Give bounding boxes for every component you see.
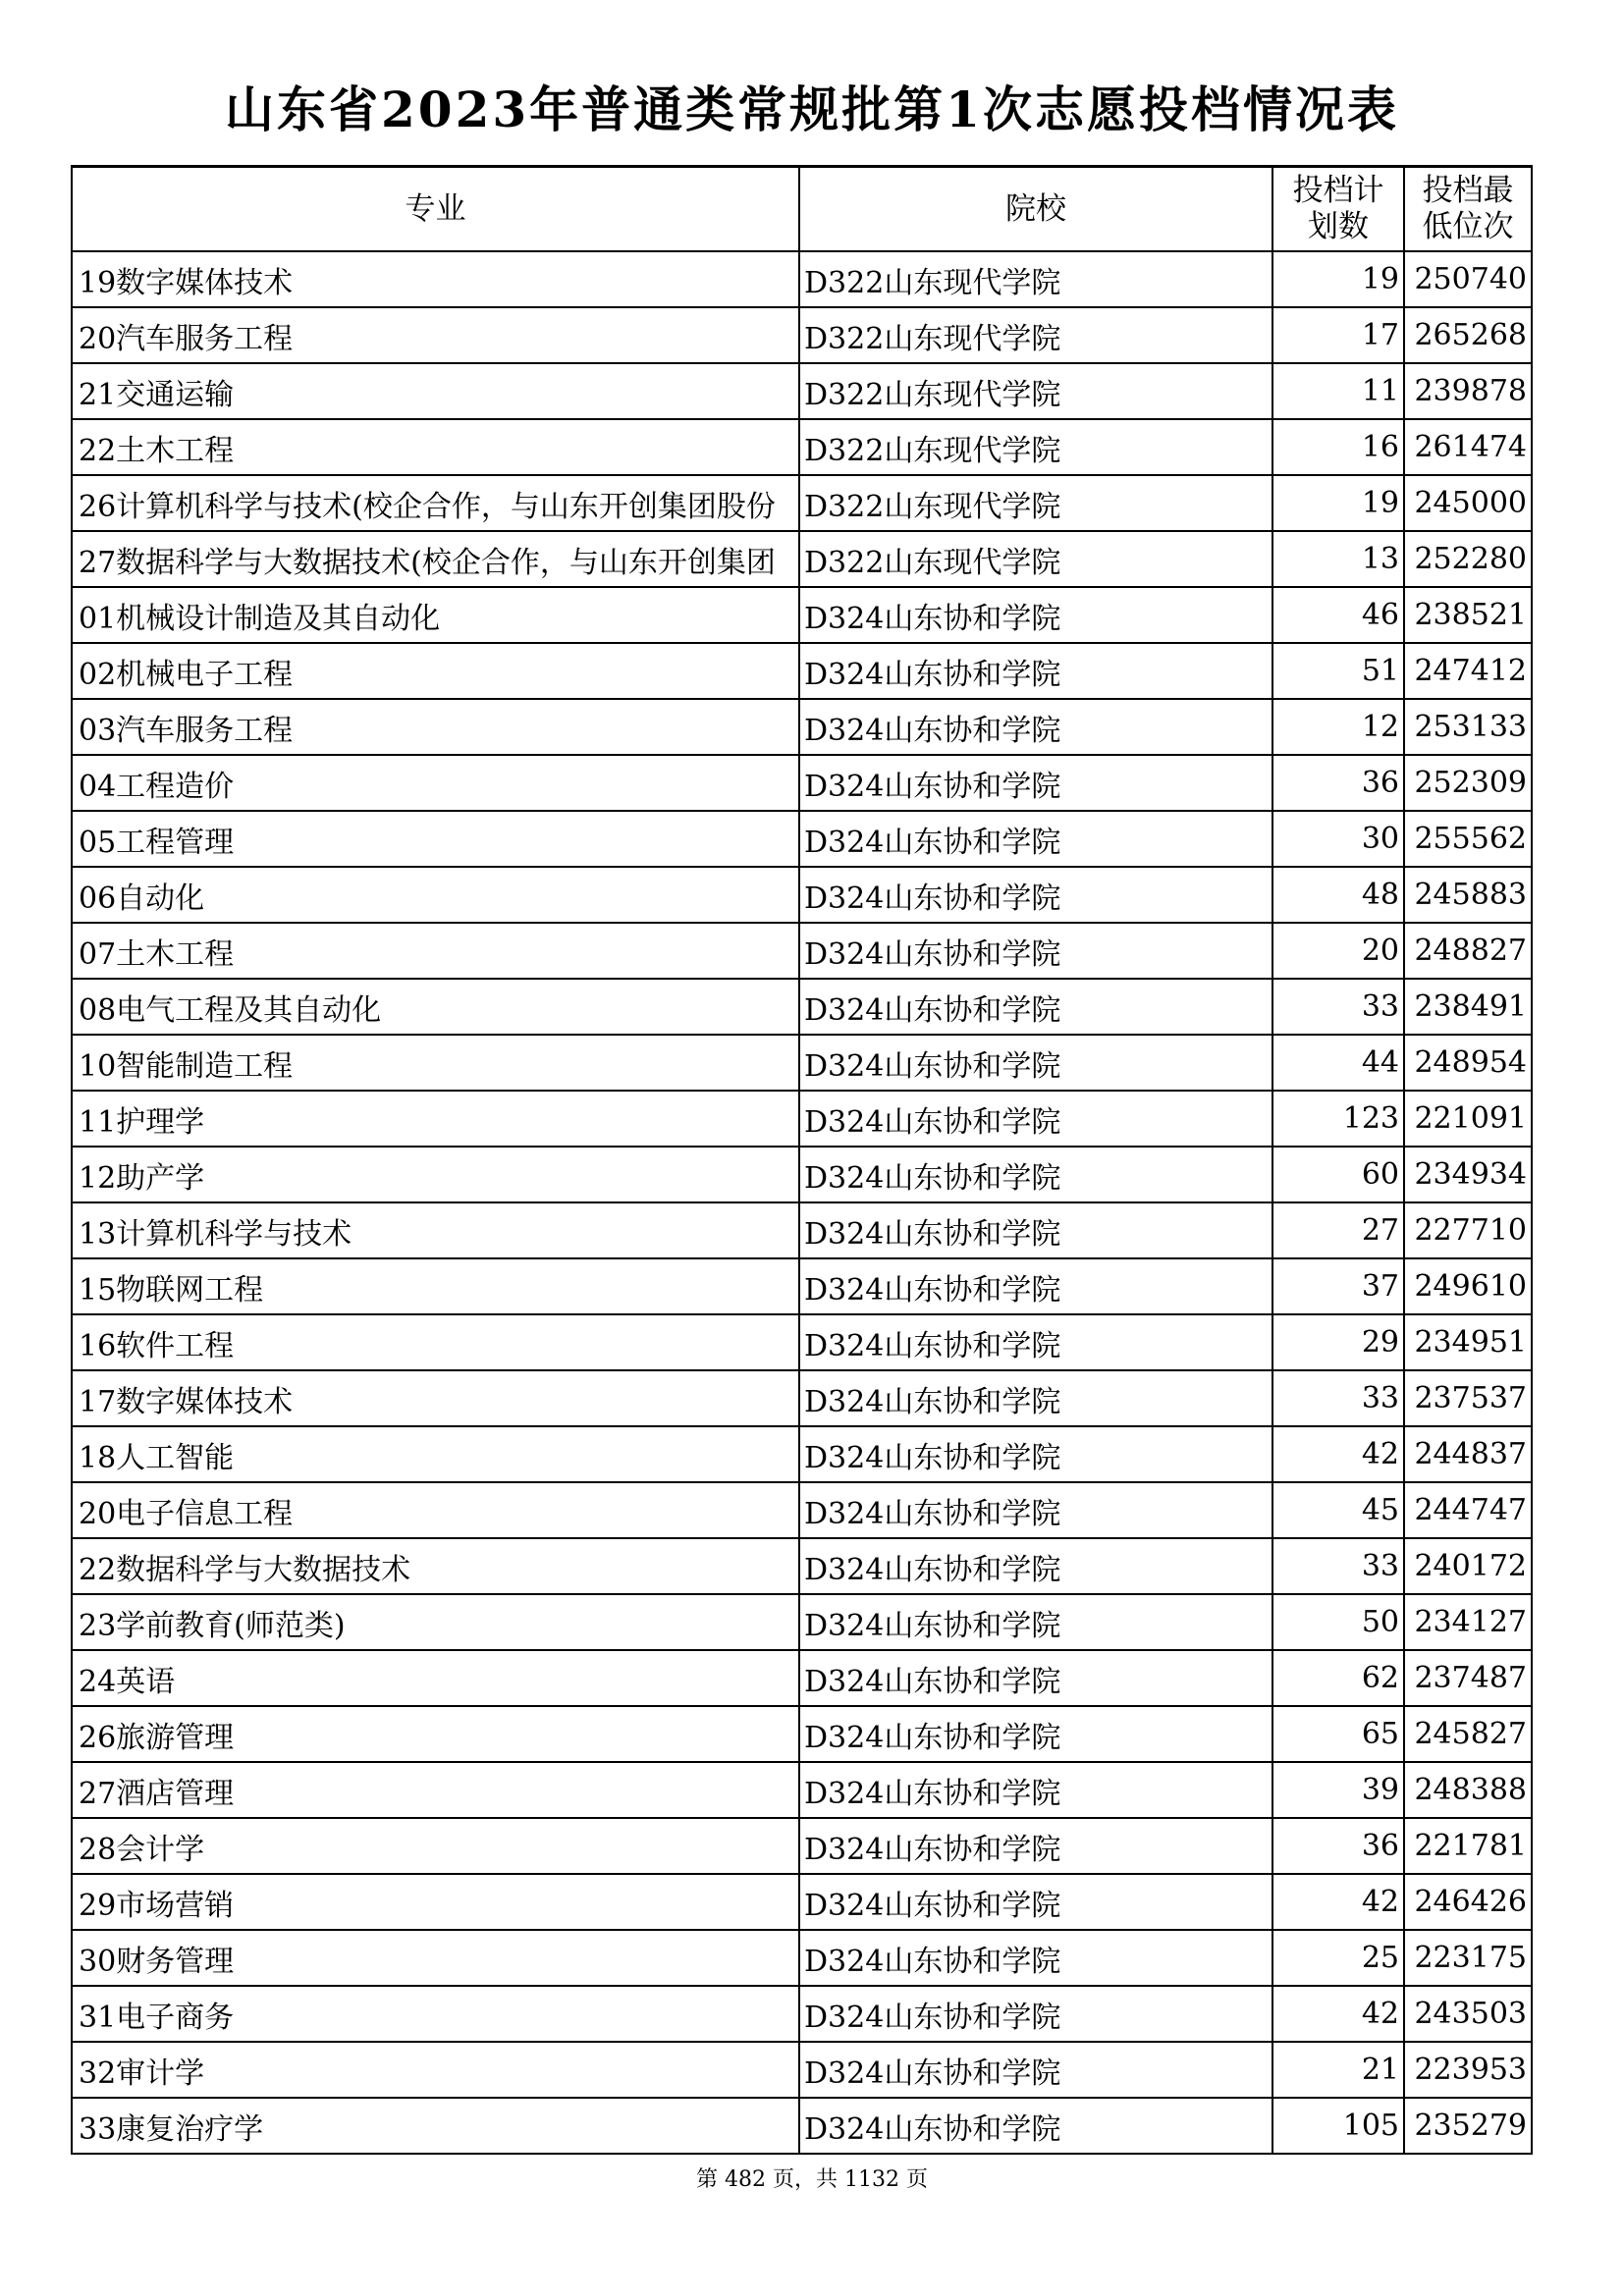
cell-school: D324山东协和学院 bbox=[799, 1818, 1272, 1874]
cell-plan: 46 bbox=[1272, 587, 1404, 643]
cell-rank: 238521 bbox=[1404, 587, 1532, 643]
cell-plan: 27 bbox=[1272, 1202, 1404, 1258]
cell-major: 18人工智能 bbox=[72, 1426, 799, 1482]
admission-table bbox=[71, 165, 1533, 2155]
cell-school: D324山东协和学院 bbox=[799, 1091, 1272, 1147]
cell-plan: 37 bbox=[1272, 1258, 1404, 1314]
page-title: 山东省2023年普通类常规批第1次志愿投档情况表 bbox=[225, 80, 1399, 138]
cell-rank: 265268 bbox=[1404, 307, 1532, 363]
cell-plan: 65 bbox=[1272, 1706, 1404, 1762]
cell-plan: 36 bbox=[1272, 1818, 1404, 1874]
table-row bbox=[72, 1538, 1532, 1594]
cell-major: 30财务管理 bbox=[72, 1930, 799, 1986]
cell-school: D324山东协和学院 bbox=[799, 1706, 1272, 1762]
cell-plan: 62 bbox=[1272, 1650, 1404, 1706]
table-row bbox=[72, 755, 1532, 811]
table-row bbox=[72, 1314, 1532, 1370]
cell-school: D324山东协和学院 bbox=[799, 1874, 1272, 1930]
cell-plan: 36 bbox=[1272, 755, 1404, 811]
table-row bbox=[72, 475, 1532, 531]
table-row bbox=[72, 699, 1532, 755]
cell-school: D324山东协和学院 bbox=[799, 643, 1272, 699]
cell-plan: 42 bbox=[1272, 1874, 1404, 1930]
cell-rank: 237487 bbox=[1404, 1650, 1532, 1706]
cell-plan: 19 bbox=[1272, 475, 1404, 531]
header-school: 院校 bbox=[799, 167, 1272, 252]
cell-rank: 246426 bbox=[1404, 1874, 1532, 1930]
table-row bbox=[72, 1818, 1532, 1874]
cell-school: D324山东协和学院 bbox=[799, 1035, 1272, 1091]
cell-major: 22数据科学与大数据技术 bbox=[72, 1538, 799, 1594]
cell-plan: 29 bbox=[1272, 1314, 1404, 1370]
cell-major: 16软件工程 bbox=[72, 1314, 799, 1370]
table-row bbox=[72, 1650, 1532, 1706]
cell-plan: 60 bbox=[1272, 1147, 1404, 1202]
table-row bbox=[72, 587, 1532, 643]
cell-rank: 248827 bbox=[1404, 923, 1532, 979]
cell-plan: 19 bbox=[1272, 251, 1404, 307]
cell-plan: 17 bbox=[1272, 307, 1404, 363]
cell-plan: 42 bbox=[1272, 1986, 1404, 2042]
cell-major: 28会计学 bbox=[72, 1818, 799, 1874]
header-plan: 投档计 划数 bbox=[1272, 167, 1404, 252]
cell-school: D324山东协和学院 bbox=[799, 1370, 1272, 1426]
cell-school: D324山东协和学院 bbox=[799, 923, 1272, 979]
header-major: 专业 bbox=[72, 167, 799, 252]
cell-major: 26旅游管理 bbox=[72, 1706, 799, 1762]
cell-school: D324山东协和学院 bbox=[799, 1538, 1272, 1594]
cell-plan: 33 bbox=[1272, 1370, 1404, 1426]
cell-school: D324山东协和学院 bbox=[799, 1147, 1272, 1202]
cell-school: D324山东协和学院 bbox=[799, 1986, 1272, 2042]
cell-rank: 234127 bbox=[1404, 1594, 1532, 1650]
table-row bbox=[72, 1874, 1532, 1930]
table-row bbox=[72, 1482, 1532, 1538]
cell-major: 20电子信息工程 bbox=[72, 1482, 799, 1538]
table-row bbox=[72, 2042, 1532, 2098]
cell-rank: 261474 bbox=[1404, 419, 1532, 475]
table-row bbox=[72, 251, 1532, 307]
cell-major: 17数字媒体技术 bbox=[72, 1370, 799, 1426]
cell-rank: 239878 bbox=[1404, 363, 1532, 419]
cell-rank: 227710 bbox=[1404, 1202, 1532, 1258]
cell-rank: 252280 bbox=[1404, 531, 1532, 587]
cell-rank: 248388 bbox=[1404, 1762, 1532, 1818]
cell-rank: 234951 bbox=[1404, 1314, 1532, 1370]
cell-plan: 12 bbox=[1272, 699, 1404, 755]
cell-major: 20汽车服务工程 bbox=[72, 307, 799, 363]
cell-rank: 244747 bbox=[1404, 1482, 1532, 1538]
cell-rank: 221781 bbox=[1404, 1818, 1532, 1874]
table-row bbox=[72, 1147, 1532, 1202]
cell-major: 23学前教育(师范类) bbox=[72, 1594, 799, 1650]
table-row bbox=[72, 979, 1532, 1035]
table-row bbox=[72, 1091, 1532, 1147]
table-row bbox=[72, 1762, 1532, 1818]
cell-school: D324山东协和学院 bbox=[799, 2042, 1272, 2098]
table-row bbox=[72, 923, 1532, 979]
table-header-row bbox=[72, 167, 1532, 252]
cell-plan: 123 bbox=[1272, 1091, 1404, 1147]
cell-major: 03汽车服务工程 bbox=[72, 699, 799, 755]
cell-plan: 11 bbox=[1272, 363, 1404, 419]
cell-plan: 13 bbox=[1272, 531, 1404, 587]
page-footer: 第 482 页，共 1132 页 bbox=[696, 2167, 928, 2192]
cell-rank: 255562 bbox=[1404, 811, 1532, 867]
cell-major: 32审计学 bbox=[72, 2042, 799, 2098]
header-rank: 投档最 低位次 bbox=[1404, 167, 1532, 252]
table-row bbox=[72, 643, 1532, 699]
cell-rank: 247412 bbox=[1404, 643, 1532, 699]
cell-school: D322山东现代学院 bbox=[799, 251, 1272, 307]
cell-rank: 244837 bbox=[1404, 1426, 1532, 1482]
cell-plan: 25 bbox=[1272, 1930, 1404, 1986]
cell-rank: 238491 bbox=[1404, 979, 1532, 1035]
cell-major: 27数据科学与大数据技术(校企合作，与山东开创集团 bbox=[72, 531, 799, 587]
cell-major: 26计算机科学与技术(校企合作，与山东开创集团股份 bbox=[72, 475, 799, 531]
cell-school: D324山东协和学院 bbox=[799, 1650, 1272, 1706]
cell-major: 21交通运输 bbox=[72, 363, 799, 419]
table-row bbox=[72, 1594, 1532, 1650]
cell-plan: 39 bbox=[1272, 1762, 1404, 1818]
cell-rank: 223953 bbox=[1404, 2042, 1532, 2098]
table-row bbox=[72, 811, 1532, 867]
cell-rank: 245827 bbox=[1404, 1706, 1532, 1762]
cell-plan: 20 bbox=[1272, 923, 1404, 979]
cell-plan: 33 bbox=[1272, 979, 1404, 1035]
cell-major: 31电子商务 bbox=[72, 1986, 799, 2042]
table-row bbox=[72, 1986, 1532, 2042]
cell-school: D324山东协和学院 bbox=[799, 1762, 1272, 1818]
cell-school: D324山东协和学院 bbox=[799, 587, 1272, 643]
cell-major: 27酒店管理 bbox=[72, 1762, 799, 1818]
cell-plan: 105 bbox=[1272, 2098, 1404, 2154]
cell-rank: 253133 bbox=[1404, 699, 1532, 755]
cell-plan: 50 bbox=[1272, 1594, 1404, 1650]
cell-plan: 30 bbox=[1272, 811, 1404, 867]
cell-rank: 248954 bbox=[1404, 1035, 1532, 1091]
cell-plan: 51 bbox=[1272, 643, 1404, 699]
cell-school: D324山东协和学院 bbox=[799, 979, 1272, 1035]
cell-rank: 223175 bbox=[1404, 1930, 1532, 1986]
cell-plan: 44 bbox=[1272, 1035, 1404, 1091]
cell-major: 24英语 bbox=[72, 1650, 799, 1706]
cell-rank: 235279 bbox=[1404, 2098, 1532, 2154]
cell-major: 07土木工程 bbox=[72, 923, 799, 979]
cell-plan: 21 bbox=[1272, 2042, 1404, 2098]
cell-major: 22土木工程 bbox=[72, 419, 799, 475]
cell-rank: 237537 bbox=[1404, 1370, 1532, 1426]
cell-school: D324山东协和学院 bbox=[799, 699, 1272, 755]
table-row bbox=[72, 1202, 1532, 1258]
cell-school: D322山东现代学院 bbox=[799, 363, 1272, 419]
table-row bbox=[72, 1370, 1532, 1426]
cell-major: 12助产学 bbox=[72, 1147, 799, 1202]
table-body bbox=[72, 251, 1532, 2154]
table-row bbox=[72, 1930, 1532, 1986]
table-row bbox=[72, 1706, 1532, 1762]
cell-plan: 16 bbox=[1272, 419, 1404, 475]
cell-rank: 250740 bbox=[1404, 251, 1532, 307]
cell-major: 15物联网工程 bbox=[72, 1258, 799, 1314]
cell-major: 11护理学 bbox=[72, 1091, 799, 1147]
cell-plan: 33 bbox=[1272, 1538, 1404, 1594]
table-row bbox=[72, 1426, 1532, 1482]
cell-major: 05工程管理 bbox=[72, 811, 799, 867]
cell-school: D322山东现代学院 bbox=[799, 475, 1272, 531]
cell-school: D324山东协和学院 bbox=[799, 1594, 1272, 1650]
cell-school: D324山东协和学院 bbox=[799, 1202, 1272, 1258]
cell-rank: 240172 bbox=[1404, 1538, 1532, 1594]
cell-major: 19数字媒体技术 bbox=[72, 251, 799, 307]
cell-school: D324山东协和学院 bbox=[799, 1258, 1272, 1314]
cell-rank: 245883 bbox=[1404, 867, 1532, 923]
cell-school: D322山东现代学院 bbox=[799, 307, 1272, 363]
cell-major: 02机械电子工程 bbox=[72, 643, 799, 699]
cell-school: D324山东协和学院 bbox=[799, 1482, 1272, 1538]
table-row bbox=[72, 307, 1532, 363]
cell-school: D322山东现代学院 bbox=[799, 531, 1272, 587]
cell-school: D324山东协和学院 bbox=[799, 1314, 1272, 1370]
cell-school: D322山东现代学院 bbox=[799, 419, 1272, 475]
cell-rank: 243503 bbox=[1404, 1986, 1532, 2042]
cell-major: 08电气工程及其自动化 bbox=[72, 979, 799, 1035]
cell-major: 13计算机科学与技术 bbox=[72, 1202, 799, 1258]
cell-rank: 234934 bbox=[1404, 1147, 1532, 1202]
table-row bbox=[72, 363, 1532, 419]
cell-rank: 249610 bbox=[1404, 1258, 1532, 1314]
cell-plan: 48 bbox=[1272, 867, 1404, 923]
cell-plan: 42 bbox=[1272, 1426, 1404, 1482]
cell-school: D324山东协和学院 bbox=[799, 811, 1272, 867]
cell-rank: 252309 bbox=[1404, 755, 1532, 811]
table-row bbox=[72, 867, 1532, 923]
table-row bbox=[72, 2098, 1532, 2154]
cell-major: 01机械设计制造及其自动化 bbox=[72, 587, 799, 643]
cell-major: 10智能制造工程 bbox=[72, 1035, 799, 1091]
table-row bbox=[72, 419, 1532, 475]
cell-school: D324山东协和学院 bbox=[799, 755, 1272, 811]
cell-rank: 245000 bbox=[1404, 475, 1532, 531]
table-row bbox=[72, 531, 1532, 587]
cell-school: D324山东协和学院 bbox=[799, 2098, 1272, 2154]
table-row bbox=[72, 1035, 1532, 1091]
table-row bbox=[72, 1258, 1532, 1314]
cell-major: 06自动化 bbox=[72, 867, 799, 923]
cell-school: D324山东协和学院 bbox=[799, 1426, 1272, 1482]
cell-major: 04工程造价 bbox=[72, 755, 799, 811]
cell-school: D324山东协和学院 bbox=[799, 1930, 1272, 1986]
cell-rank: 221091 bbox=[1404, 1091, 1532, 1147]
cell-major: 29市场营销 bbox=[72, 1874, 799, 1930]
cell-plan: 45 bbox=[1272, 1482, 1404, 1538]
cell-school: D324山东协和学院 bbox=[799, 867, 1272, 923]
cell-major: 33康复治疗学 bbox=[72, 2098, 799, 2154]
